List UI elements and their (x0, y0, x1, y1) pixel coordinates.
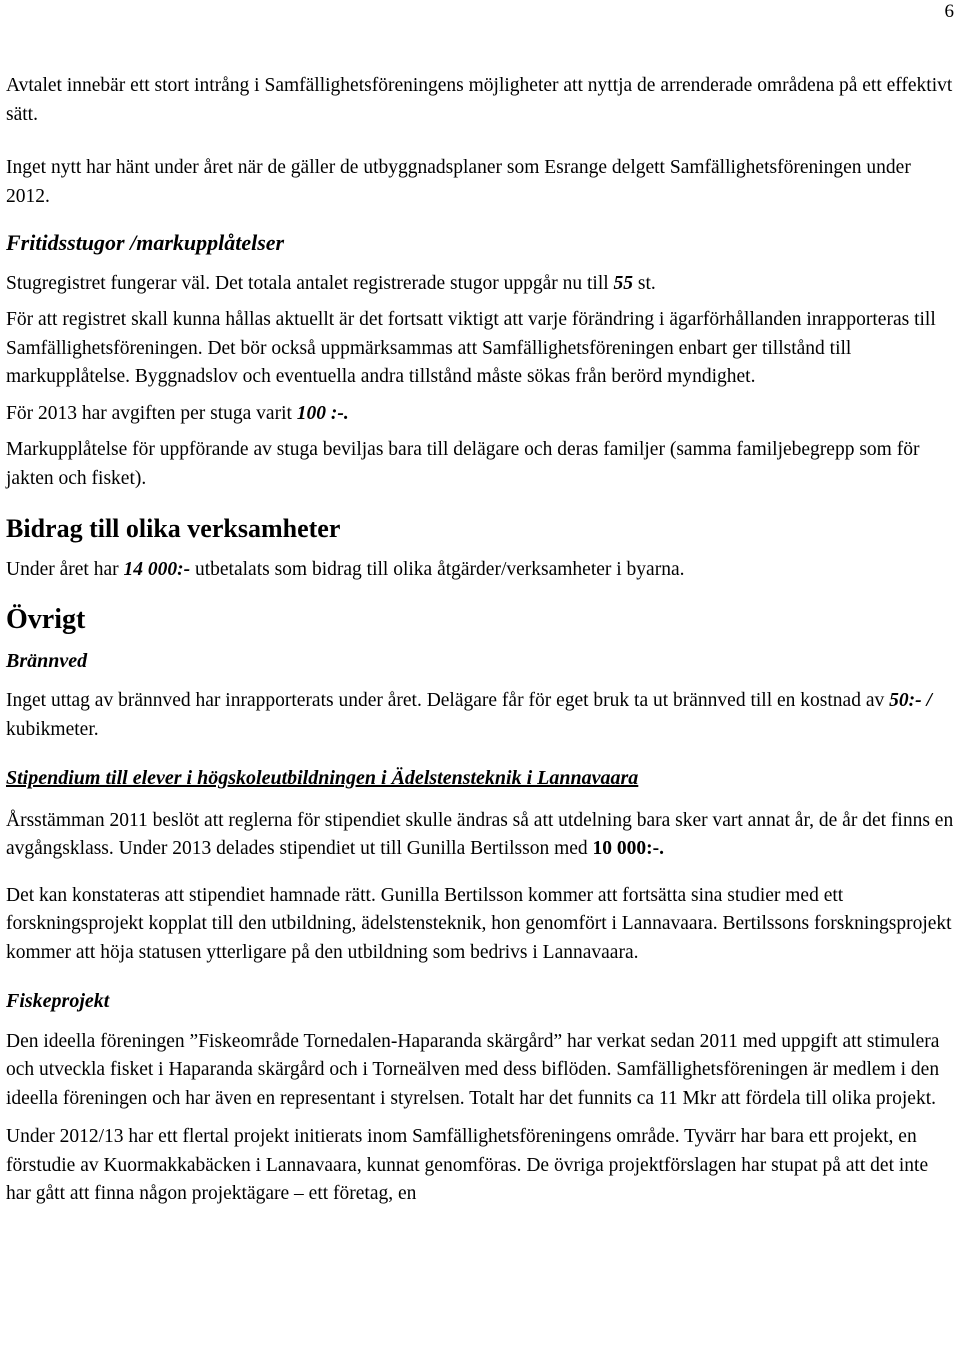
bidrag-amount: 14 000:- (123, 559, 191, 580)
heading-fiskeprojekt: Fiskeprojekt (6, 990, 110, 1012)
paragraph-utbyggnad: Inget nytt har hänt under året när de gäller de utbyggnadsplaner som Esrange delgett Samfällighetsföreningen under 2012. (6, 157, 911, 207)
heading-bidrag: Bidrag till olika verksamheter (6, 514, 341, 543)
heading-ovrigt: Övrigt (6, 603, 86, 635)
heading-stipendium: Stipendium till elever i högskoleutbildningen i Ädelstensteknik i Lannavaara (6, 767, 639, 789)
heading-fritidsstugor: Fritidsstugor /markupplåtelser (6, 230, 285, 255)
paragraph-registret: För att registret skall kunna hållas aktuellt är det fortsatt viktigt att varje förändring i ägarförhållanden inrapporteras till Samfällighetsföreningen. Det bör också uppmärksammas att Samfällighetsföreningen enbart ger tillstånd till markupplåtelse. Byggnadslov och eventuella andra tillstånd måste sökas från berörd myndighet. (6, 309, 936, 387)
stugregistret-text: Stugregistret fungerar väl. Det totala antalet registrerade stugor uppgår nu till (6, 272, 614, 294)
avgift-amount: 100 :-. (296, 402, 349, 424)
paragraph-arsstamman (6, 807, 956, 864)
paragraph-brannved (6, 687, 956, 744)
stipendium-amount: 10 000:-. (592, 838, 665, 859)
avgift-text: För 2013 har avgiften per stuga varit (6, 402, 297, 424)
paragraph-stugregistret (6, 270, 956, 299)
brannved-price: 50:- / (889, 690, 932, 711)
paragraph-markupplatelse: Markupplåtelse för uppförande av stuga beviljas bara till delägare och deras familjer (samma familjebegrepp som för jakten och fisket). (6, 439, 920, 489)
paragraph-stipendiet-ratt: Det kan konstateras att stipendiet hamnade rätt. Gunilla Bertilsson kommer att fortsätta sina studier med ett forskningsprojekt kopplat till den utbildning, ädelstensteknik, hon genomfört i Lannavaara. Bertilssons forskningsprojekt kommer att höja statusen ytterligare på den utbildning som bedrivs i Lannavaara. (6, 884, 952, 963)
paragraph-avtalet: Avtalet innebär ett stort intrång i Samfällighetsföreningens möjligheter att nyttja de arrenderade områdena på ett effektivt sätt. (6, 75, 953, 125)
paragraph-projekt: Under 2012/13 har ett flertal projekt initierats inom Samfällighetsföreningens område. Tyvärr har bara ett projekt, en förstudie av Kuormakkabäcken i Lannavaara, kunnat genomföras. De övriga projektförslagen har stupat på att det inte har gått att finna någon projektägare – ett företag, en (6, 1126, 929, 1204)
brannved-suffix: kubikmeter. (6, 718, 99, 740)
paragraph-fiskeomrade: Den ideella föreningen ”Fiskeområde Tornedalen-Haparanda skärgård” har verkat sedan 2011 med uppgift att stimulera och utveckla fisket i Haparanda skärgård och i Torneälven med dess biflöden. Samfällighetsföreningen är medlem i den ideella föreningen och har även en representant i styrelsen. Totalt har det funnits ca 11 Mkr att fördela till olika projekt. (6, 1030, 940, 1109)
brannved-text: Inget uttag av brännved har inrapporterats under året. Delägare får för eget bruk ta ut brännved till en kostnad av (6, 690, 890, 711)
heading-brannved: Brännved (6, 649, 88, 672)
page-number: 6 (944, 1, 954, 22)
paragraph-bidrag (6, 556, 956, 585)
bidrag-text: Under året har (6, 559, 124, 580)
paragraph-avgift (6, 400, 956, 429)
document-body (6, 72, 956, 1209)
stugregistret-suffix: st. (633, 272, 656, 294)
arsstamman-text: Årsstämman 2011 beslöt att reglerna för stipendiet skulle ändras så att utdelning bara sker vart annat år, de år det finns en avgångsklass. Under 2013 delades stipendiet ut till Gunilla Bertilsson med (6, 809, 954, 859)
stugor-count: 55 (613, 272, 634, 294)
bidrag-suffix: utbetalats som bidrag till olika åtgärder/verksamheter i byarna. (190, 559, 685, 580)
